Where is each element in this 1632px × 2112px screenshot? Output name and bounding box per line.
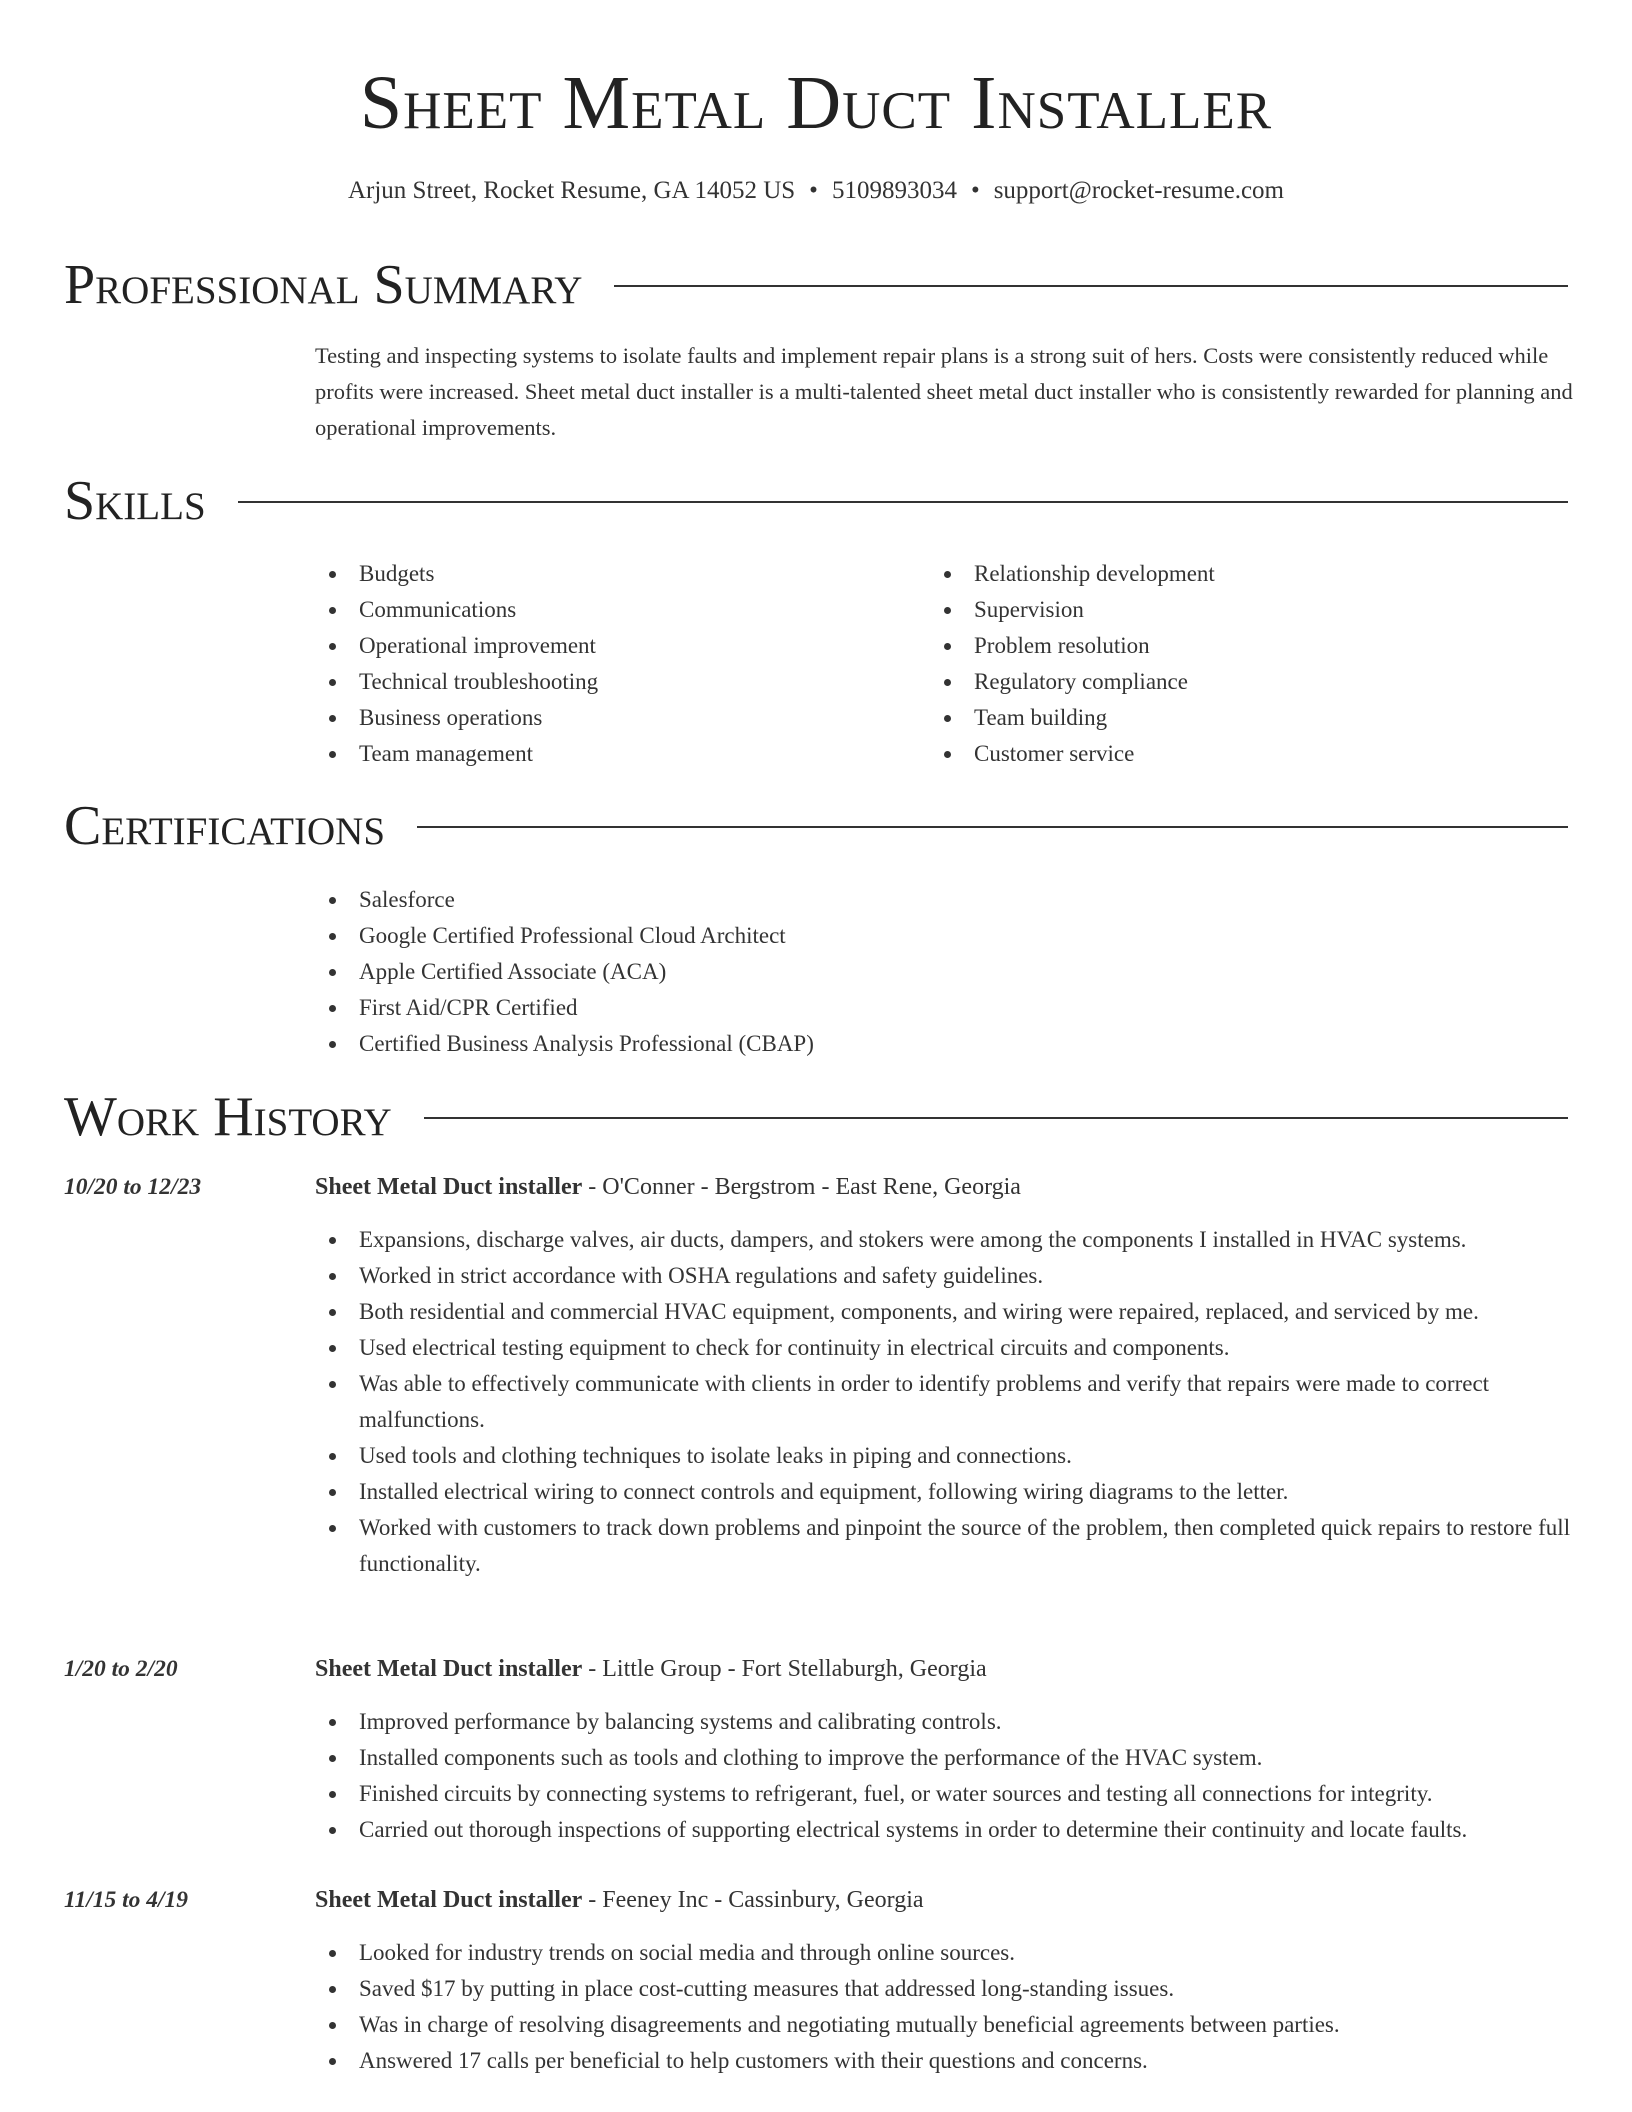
skill-item: Technical troubleshooting bbox=[315, 664, 915, 700]
job-role: Sheet Metal Duct installer bbox=[315, 1887, 583, 1913]
contact-line bbox=[0, 174, 1632, 208]
certification-item: Google Certified Professional Cloud Architect bbox=[315, 918, 1515, 954]
job-bullet: Was able to effectively communicate with clients in order to identify problems and verify that repairs were made to correct malfunctions. bbox=[315, 1366, 1575, 1438]
skill-item: Budgets bbox=[315, 556, 915, 592]
job-bullet: Saved $17 by putting in place cost-cutting measures that addressed long-standing issues. bbox=[315, 1971, 1575, 2007]
skills-list-left bbox=[315, 556, 915, 772]
resume-name: Sheet Metal Duct Installer bbox=[359, 61, 1273, 145]
job-bullet: Installed components such as tools and clothing to improve the performance of the HVAC system. bbox=[315, 1740, 1575, 1776]
skill-item: Regulatory compliance bbox=[930, 664, 1530, 700]
job-bullets bbox=[315, 1935, 1575, 2079]
job-bullet: Used tools and clothing techniques to isolate leaks in piping and connections. bbox=[315, 1438, 1575, 1474]
job-dates: 10/20 to 12/23 bbox=[64, 1174, 202, 1200]
certification-item: Certified Business Analysis Professional (CBAP) bbox=[315, 1026, 1515, 1062]
skill-item: Team building bbox=[930, 700, 1530, 736]
job-bullet: Carried out thorough inspections of supporting electrical systems in order to determine their continuity and locate faults. bbox=[315, 1812, 1575, 1848]
job-bullet: Was in charge of resolving disagreements and negotiating mutually beneficial agreements between parties. bbox=[315, 2007, 1575, 2043]
job-title-line bbox=[315, 1170, 1575, 1204]
skill-item: Team management bbox=[315, 736, 915, 772]
job-employer: - Feeney Inc - Cassinbury, Georgia bbox=[582, 1887, 924, 1913]
job-bullets bbox=[315, 1222, 1575, 1582]
job-bullet: Both residential and commercial HVAC equipment, components, and wiring were repaired, replaced, and serviced by me. bbox=[315, 1294, 1575, 1330]
job-bullet: Installed electrical wiring to connect controls and equipment, following wiring diagrams to the letter. bbox=[315, 1474, 1575, 1510]
job-employer: - O'Conner - Bergstrom - East Rene, Georgia bbox=[582, 1174, 1021, 1200]
certifications-section-title: Certifications bbox=[64, 795, 386, 857]
section-divider bbox=[238, 501, 1568, 503]
job-title-line bbox=[315, 1883, 1575, 1917]
section-divider bbox=[614, 285, 1568, 287]
contact-email: support@rocket-resume.com bbox=[993, 177, 1284, 204]
certification-item: Apple Certified Associate (ACA) bbox=[315, 954, 1515, 990]
contact-separator: • bbox=[809, 177, 818, 204]
summary-text: Testing and inspecting systems to isolate faults and implement repair plans is a strong suit of hers. Costs were consistently reduced while profits were increased. Sheet metal duct installer is a multi-talented sheet metal duct installer who is consistently rewarded for planning and operational improvements. bbox=[315, 343, 1573, 440]
certification-item: First Aid/CPR Certified bbox=[315, 990, 1515, 1026]
section-divider bbox=[424, 1117, 1568, 1119]
job-bullet: Looked for industry trends on social media and through online sources. bbox=[315, 1935, 1575, 1971]
skill-item: Operational improvement bbox=[315, 628, 915, 664]
job-employer: - Little Group - Fort Stellaburgh, Georgia bbox=[582, 1656, 987, 1682]
skill-item: Communications bbox=[315, 592, 915, 628]
certifications-section-header bbox=[64, 791, 1568, 861]
job-bullet: Answered 17 calls per beneficial to help customers with their questions and concerns. bbox=[315, 2043, 1575, 2079]
skills-section-header bbox=[64, 466, 1568, 536]
work-section-title: Work History bbox=[64, 1086, 392, 1148]
skill-item: Business operations bbox=[315, 700, 915, 736]
job-role: Sheet Metal Duct installer bbox=[315, 1174, 583, 1200]
job-role: Sheet Metal Duct installer bbox=[315, 1656, 583, 1682]
job-bullet: Used electrical testing equipment to check for continuity in electrical circuits and components. bbox=[315, 1330, 1575, 1366]
contact-separator: • bbox=[970, 177, 980, 204]
job-bullet: Expansions, discharge valves, air ducts, dampers, and stokers were among the components I installed in HVAC systems. bbox=[315, 1222, 1575, 1258]
job-dates: 1/20 to 2/20 bbox=[64, 1656, 178, 1682]
summary-section-title: Professional Summary bbox=[64, 254, 583, 316]
section-divider bbox=[417, 826, 1568, 828]
skills-section-title: Skills bbox=[64, 470, 206, 532]
job-bullets bbox=[315, 1704, 1575, 1848]
certification-item: Salesforce bbox=[315, 882, 1515, 918]
skills-list-right bbox=[930, 556, 1530, 772]
job-bullet: Improved performance by balancing systems and calibrating controls. bbox=[315, 1704, 1575, 1740]
work-section-header bbox=[64, 1082, 1568, 1152]
skill-item: Supervision bbox=[930, 592, 1530, 628]
job-bullet: Worked in strict accordance with OSHA regulations and safety guidelines. bbox=[315, 1258, 1575, 1294]
skill-item: Customer service bbox=[930, 736, 1530, 772]
job-title-line bbox=[315, 1652, 1575, 1686]
job-bullet: Finished circuits by connecting systems to refrigerant, fuel, or water sources and testing all connections for integrity. bbox=[315, 1776, 1575, 1812]
job-bullet: Worked with customers to track down problems and pinpoint the source of the problem, then completed quick repairs to restore full functionality. bbox=[315, 1510, 1575, 1582]
contact-phone: 5109893034 bbox=[831, 177, 957, 204]
contact-address: Arjun Street, Rocket Resume, GA 14052 US bbox=[347, 177, 796, 204]
skill-item: Relationship development bbox=[930, 556, 1530, 592]
summary-section-header bbox=[64, 250, 1568, 320]
skill-item: Problem resolution bbox=[930, 628, 1530, 664]
certifications-list bbox=[315, 882, 1515, 1062]
job-dates: 11/15 to 4/19 bbox=[64, 1887, 189, 1913]
